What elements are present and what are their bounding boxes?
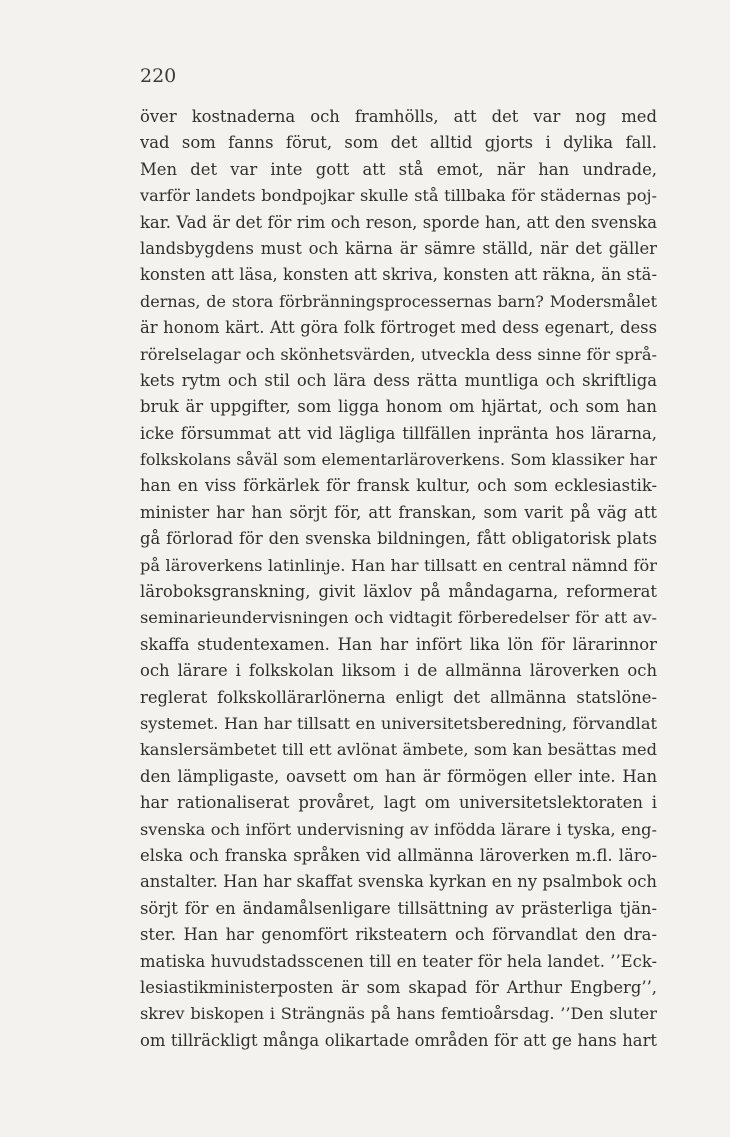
text-line: systemet. Han har tillsatt en universitetsberedning, förvandlat xyxy=(140,713,657,733)
text-line: lesiastikministerposten är som skapad för Arthur Engberg’’, xyxy=(140,977,657,997)
text-line: dernas, de stora förbränningsprocessernas barn? Modersmålet xyxy=(140,291,657,311)
text-line: han en viss förkärlek för fransk kultur, och som ecklesiastik- xyxy=(140,476,657,496)
text-line: Men det var inte gott att stå emot, när han undrade, xyxy=(140,159,657,179)
text-line: den lämpligaste, oavsett om han är förmögen eller inte. Han xyxy=(140,766,657,786)
text-line: rörelselagar och skönhetsvärden, utveckla dess sinne för språ- xyxy=(140,344,657,364)
text-line: varför landets bondpojkar skulle stå tillbaka för städernas poj- xyxy=(140,186,657,206)
text-line: ster. Han har genomfört riksteatern och förvandlat den dra- xyxy=(140,925,657,945)
body-text xyxy=(140,104,657,1054)
text-line: folkskolans såväl som elementarläroverkens. Som klassiker har xyxy=(140,450,657,470)
text-line: kets rytm och stil och lära dess rätta muntliga och skriftliga xyxy=(140,370,657,390)
text-line: om tillräckligt många olikartade områden för att ge hans hart xyxy=(140,1030,657,1050)
text-line: anstalter. Han har skaffat svenska kyrkan en ny psalmbok och xyxy=(140,872,657,892)
text-line: vad som fanns förut, som det alltid gjorts i dylika fall. xyxy=(140,133,657,153)
text-line: kanslersämbetet till ett avlönat ämbete, som kan besättas med xyxy=(140,740,657,760)
text-line: har rationaliserat provåret, lagt om universitetslektoraten i xyxy=(140,793,657,813)
text-line: skrev biskopen i Strängnäs på hans femtioårsdag. ’’Den sluter xyxy=(140,1004,657,1024)
text-line: seminarieundervisningen och vidtagit förberedelser för att av- xyxy=(140,608,657,628)
text-line: reglerat folkskollärarlönerna enligt det allmänna statslöne- xyxy=(140,687,657,707)
text-line: över kostnaderna och framhölls, att det var nog med xyxy=(140,107,657,126)
text-line: elska och franska språken vid allmänna läroverken m.fl. läro- xyxy=(140,845,657,865)
text-line: bruk är uppgifter, som ligga honom om hjärtat, och som han xyxy=(140,397,657,417)
page-number: 220 xyxy=(140,65,177,87)
text-line: minister har han sörjt för, att franskan, som varit på väg att xyxy=(140,502,657,522)
text-line: kar. Vad är det för rim och reson, sporde han, att den svenska xyxy=(140,212,657,232)
text-line: svenska och infört undervisning av infödda lärare i tyska, eng- xyxy=(140,819,657,839)
text-line: läroboksgranskning, givit läxlov på måndagarna, reformerat xyxy=(140,582,657,602)
text-line: konsten att läsa, konsten att skriva, konsten att räkna, än stä- xyxy=(140,265,657,285)
text-line: och lärare i folkskolan liksom i de allmänna läroverken och xyxy=(140,661,657,681)
text-line: är honom kärt. Att göra folk förtroget med dess egenart, dess xyxy=(140,318,657,338)
text-line: gå förlorad för den svenska bildningen, fått obligatorisk plats xyxy=(140,529,657,549)
text-line: matiska huvudstadsscenen till en teater för hela landet. ’’Eck- xyxy=(140,951,657,971)
text-line: sörjt för en ändamålsenligare tillsättning av prästerliga tjän- xyxy=(140,898,657,918)
text-line: icke försummat att vid lägliga tillfällen inpränta hos lärarna, xyxy=(140,423,657,443)
text-line: landsbygdens must och kärna är sämre ställd, när det gäller xyxy=(140,238,657,258)
text-line: skaffa studentexamen. Han har infört lika lön för lärarinnor xyxy=(140,634,657,654)
text-line: på läroverkens latinlinje. Han har tillsatt en central nämnd för xyxy=(140,555,657,575)
